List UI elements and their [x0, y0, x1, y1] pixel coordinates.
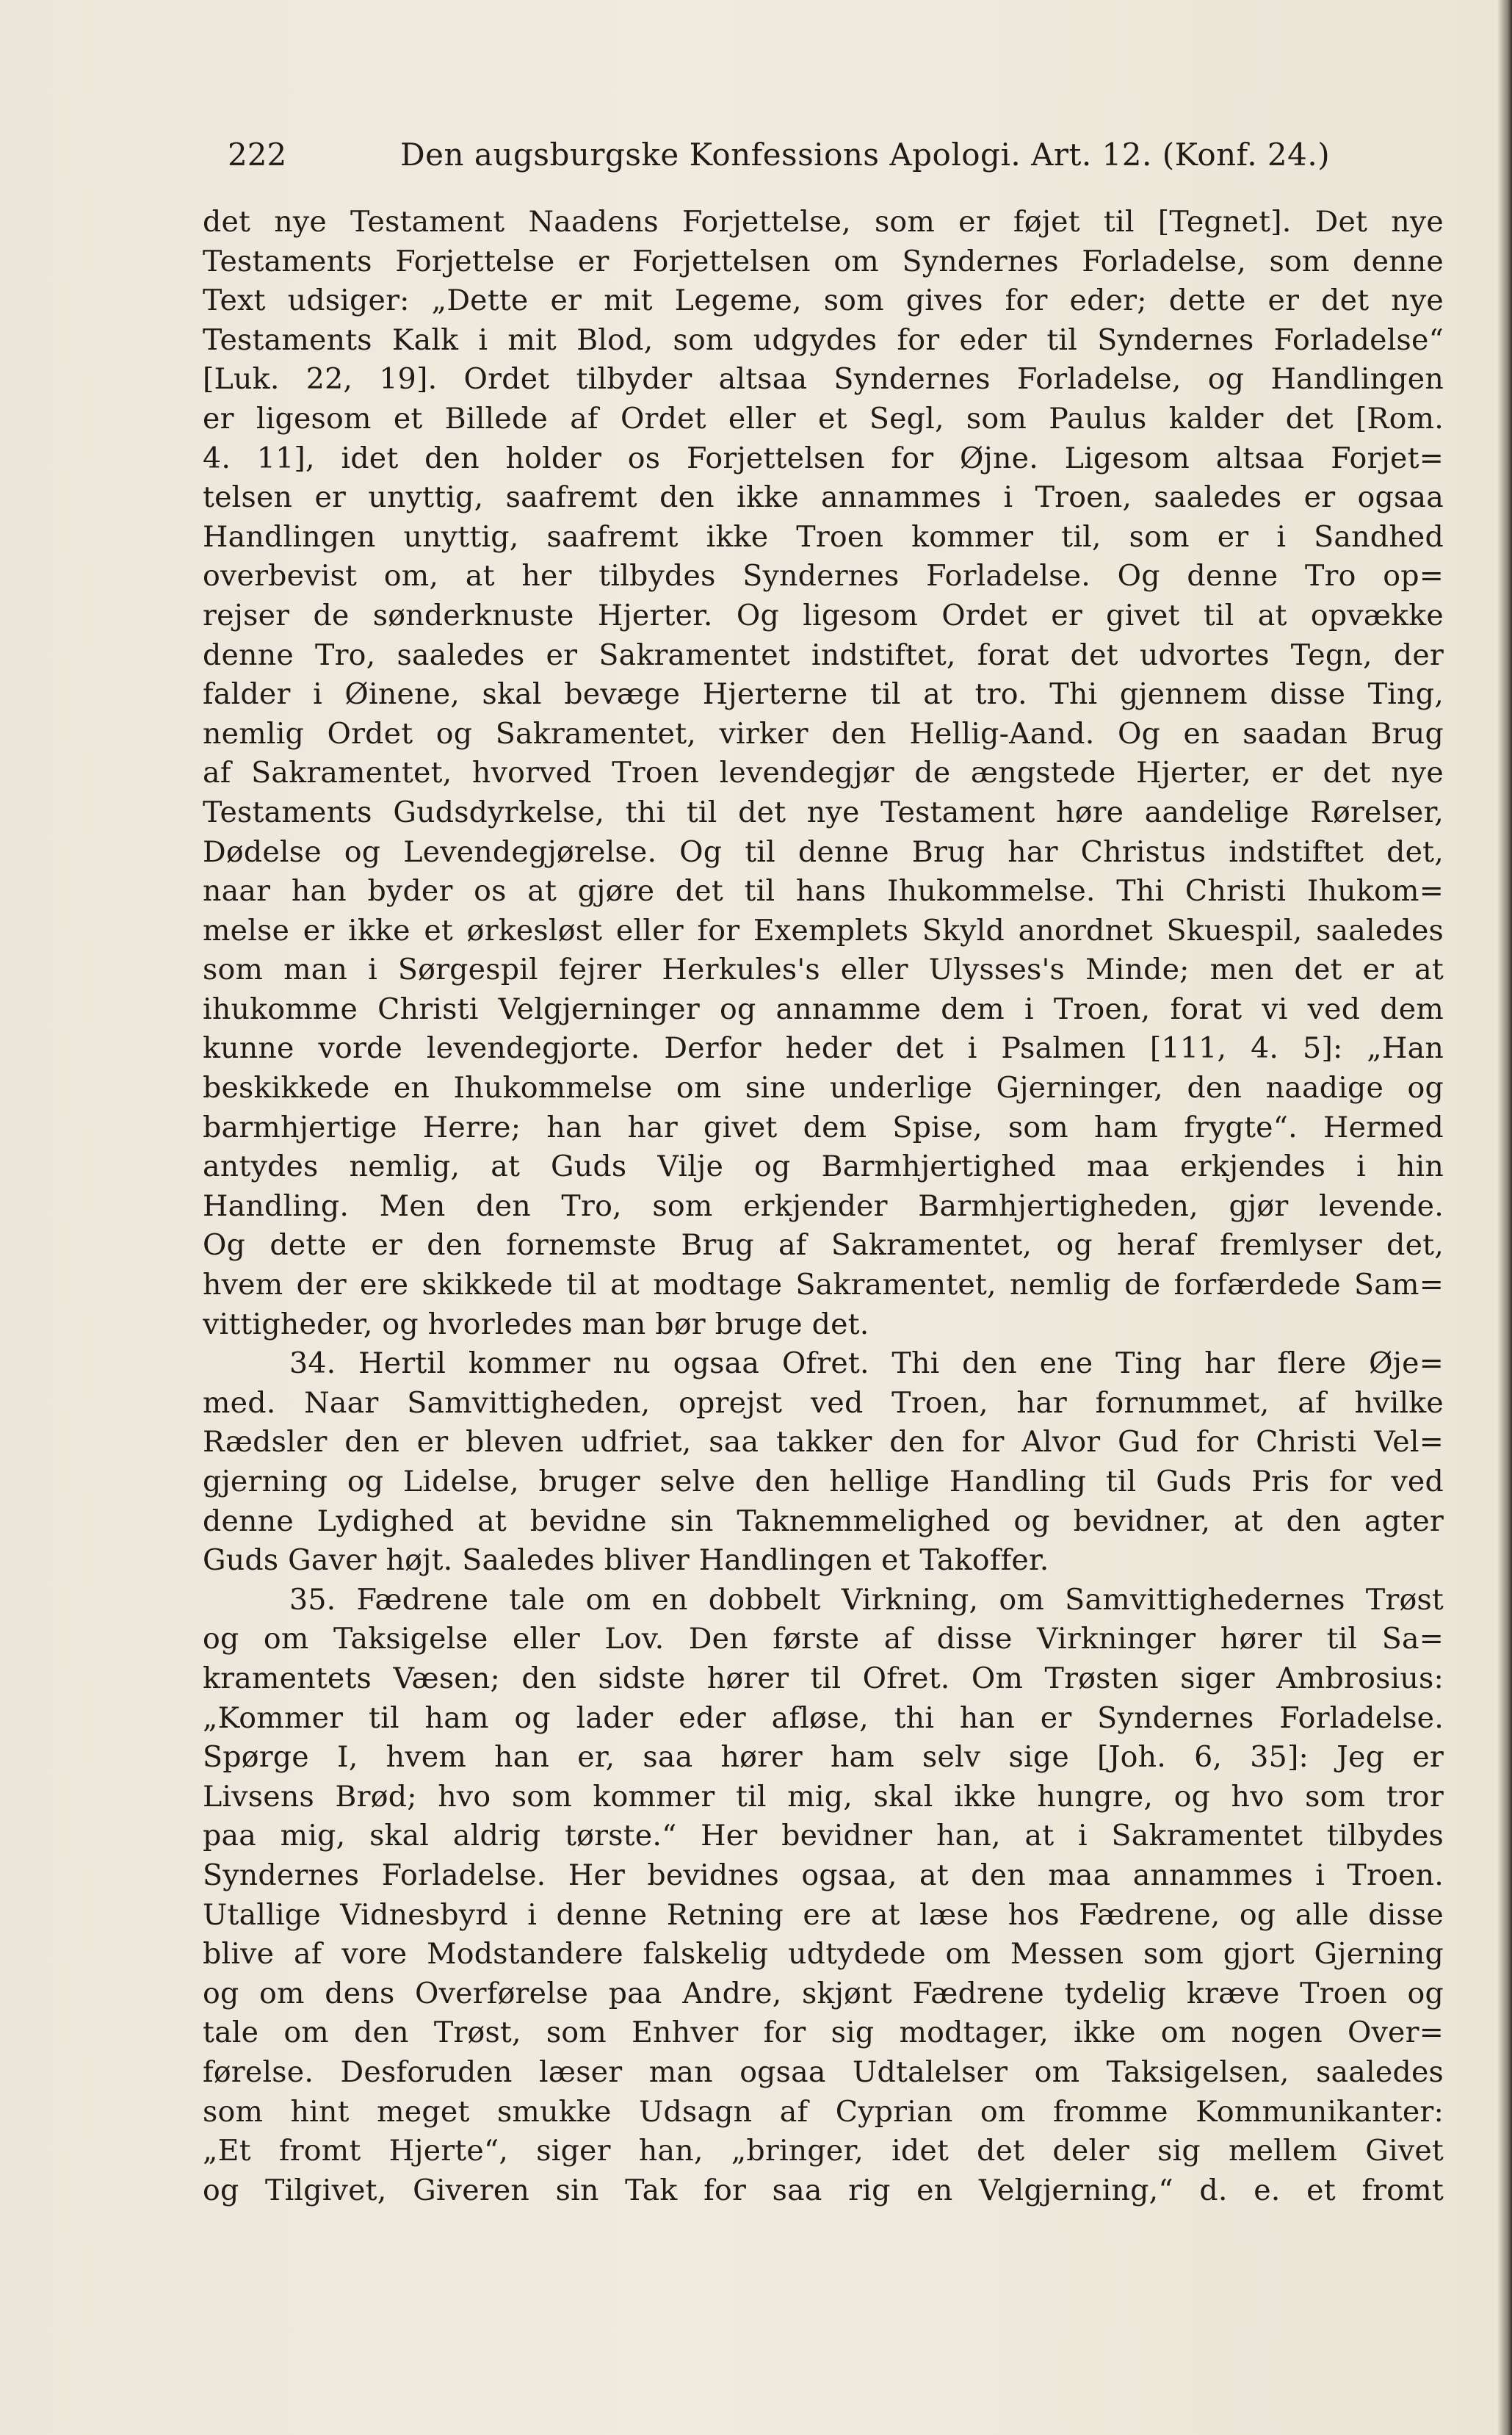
body-text [203, 203, 1444, 2210]
text-line: Spørge I, hvem han er, saa hører ham selv sige [Joh. 6, 35]: Jeg er [203, 1740, 1444, 1775]
text-line: naar han byder os at gjøre det til hans Ihukommelse. Thi Christi Ihukom= [203, 874, 1444, 909]
section-34-start-line: 34. Hertil kommer nu ogsaa Ofret. Thi den ene Ting har flere Øje= [289, 1346, 1444, 1381]
text-line: Handling. Men den Tro, som erkjender Barmhjertigheden, gjør levende. [203, 1188, 1444, 1223]
text-line: telsen er unyttig, saafremt den ikke annammes i Troen, saaledes er ogsaa [203, 480, 1444, 515]
text-line: 4. 11], idet den holder os Forjettelsen for Øjne. Ligesom altsaa Forjet= [203, 441, 1444, 475]
text-line: „Et fromt Hjerte“, siger han, „bringer, idet det deler sig mellem Givet [203, 2134, 1444, 2168]
text-line: beskikkede en Ihukommelse om sine underlige Gjerninger, den naadige og [203, 1071, 1444, 1105]
text-line: ihukomme Christi Velgjerninger og annamme dem i Troen, forat vi ved dem [203, 992, 1444, 1026]
text-line: Testaments Forjettelse er Forjettelsen om Syndernes Forladelse, som denne [203, 244, 1444, 278]
text-line: det nye Testament Naadens Forjettelse, som er føjet til [Tegnet]. Det nye [203, 205, 1444, 239]
text-line: falder i Øinene, skal bevæge Hjerterne til at tro. Thi gjennem disse Ting, [203, 677, 1444, 712]
text-line: hvem der ere skikkede til at modtage Sakramentet, nemlig de forfærdede Sam= [203, 1268, 1444, 1302]
page-header [228, 129, 1331, 181]
text-line: er ligesom et Billede af Ordet eller et Segl, som Paulus kalder det [Rom. [203, 401, 1444, 436]
text-line: Dødelse og Levendegjørelse. Og til denne Brug har Christus indstiftet det, [203, 834, 1444, 869]
paragraph-end-line: vittigheder, og hvorledes man bør bruge det. [203, 1307, 869, 1341]
page-edge-shadow [1497, 0, 1512, 2435]
text-line: med. Naar Samvittigheden, oprejst ved Troen, har fornummet, af hvilke [203, 1385, 1444, 1420]
text-line: og Tilgivet, Giveren sin Tak for saa rig en Velgjerning,“ d. e. et fromt [203, 2173, 1444, 2207]
text-line: Syndernes Forladelse. Her bevidnes ogsaa, at den maa annammes i Troen. [203, 1858, 1444, 1892]
text-line: barmhjertige Herre; han har givet dem Spise, som ham frygte“. Hermed [203, 1110, 1444, 1144]
page-number: 222 [228, 137, 287, 173]
text-line: og om Taksigelse eller Lov. Den første af disse Virkninger hører til Sa= [203, 1622, 1444, 1656]
text-line: overbevist om, at her tilbydes Syndernes Forladelse. Og denne Tro op= [203, 559, 1444, 594]
text-line: „Kommer til ham og lader eder afløse, thi han er Syndernes Forladelse. [203, 1700, 1444, 1735]
text-line: denne Lydighed at bevidne sin Taknemmelighed og bevidner, at den agter [203, 1504, 1444, 1538]
text-line: Livsens Brød; hvo som kommer til mig, skal ikke hungre, og hvo som tror [203, 1779, 1444, 1814]
text-line: [Luk. 22, 19]. Ordet tilbyder altsaa Syndernes Forladelse, og Handlingen [203, 362, 1444, 397]
text-line: Rædsler den er bleven udfriet, saa takker den for Alvor Gud for Christi Vel= [203, 1425, 1444, 1460]
text-line: Testaments Gudsdyrkelse, thi til det nye Testament høre aandelige Rørelser, [203, 795, 1444, 829]
text-line: af Sakramentet, hvorved Troen levendegjør de ængstede Hjerter, er det nye [203, 756, 1444, 790]
text-line: denne Tro, saaledes er Sakramentet indstiftet, forat det udvortes Tegn, der [203, 638, 1444, 672]
paragraph-end-line: Guds Gaver højt. Saaledes bliver Handlingen et Takoffer. [203, 1543, 1049, 1578]
text-line: blive af vore Modstandere falskelig udtydede om Messen som gjort Gjerning [203, 1937, 1444, 1972]
text-line: som hint meget smukke Udsagn af Cyprian om fromme Kommunikanter: [203, 2094, 1444, 2129]
text-line: melse er ikke et ørkesløst eller for Exemplets Skyld anordnet Skuespil, saaledes [203, 913, 1444, 948]
text-line: Handlingen unyttig, saafremt ikke Troen kommer til, som er i Sandhed [203, 519, 1444, 554]
running-head: Den augsburgske Konfessions Apologi. Art. 12. (Konf. 24.) [400, 137, 1331, 173]
text-line: Testaments Kalk i mit Blod, som udgydes for eder til Syndernes Forladelse“ [203, 322, 1444, 357]
text-line: Og dette er den fornemste Brug af Sakramentet, og heraf fremlyser det, [203, 1228, 1444, 1263]
text-line: rejser de sønderknuste Hjerter. Og ligesom Ordet er givet til at opvække [203, 598, 1444, 632]
text-line: og om dens Overførelse paa Andre, skjønt Fædrene tydelig kræve Troen og [203, 1976, 1444, 2010]
text-line: som man i Sørgespil fejrer Herkules's eller Ulysses's Minde; men det er at [203, 953, 1444, 987]
text-line: antydes nemlig, at Guds Vilje og Barmhjertighed maa erkjendes i hin [203, 1150, 1444, 1184]
text-line: tale om den Trøst, som Enhver for sig modtager, ikke om nogen Over= [203, 2016, 1444, 2050]
text-line: gjerning og Lidelse, bruger selve den hellige Handling til Guds Pris for ved [203, 1465, 1444, 1498]
text-line: Utallige Vidnesbyrd i denne Retning ere at læse hos Fædrene, og alle disse [203, 1897, 1444, 1932]
text-line: nemlig Ordet og Sakramentet, virker den Hellig-Aand. Og en saadan Brug [203, 716, 1444, 751]
text-line: førelse. Desforuden læser man ogsaa Udtalelser om Taksigelsen, saaledes [203, 2055, 1444, 2089]
text-line: paa mig, skal aldrig tørste.“ Her bevidner han, at i Sakramentet tilbydes [203, 1819, 1444, 1853]
text-line: kramentets Væsen; den sidste hører til Ofret. Om Trøsten siger Ambrosius: [203, 1661, 1444, 1695]
text-line: Text udsiger: „Dette er mit Legeme, som gives for eder; dette er det nye [203, 284, 1444, 318]
section-35-start-line: 35. Fædrene tale om en dobbelt Virkning, om Samvittighedernes Trøst [289, 1582, 1444, 1617]
text-line: kunne vorde levendegjorte. Derfor heder det i Psalmen [111, 4. 5]: „Han [203, 1031, 1444, 1066]
